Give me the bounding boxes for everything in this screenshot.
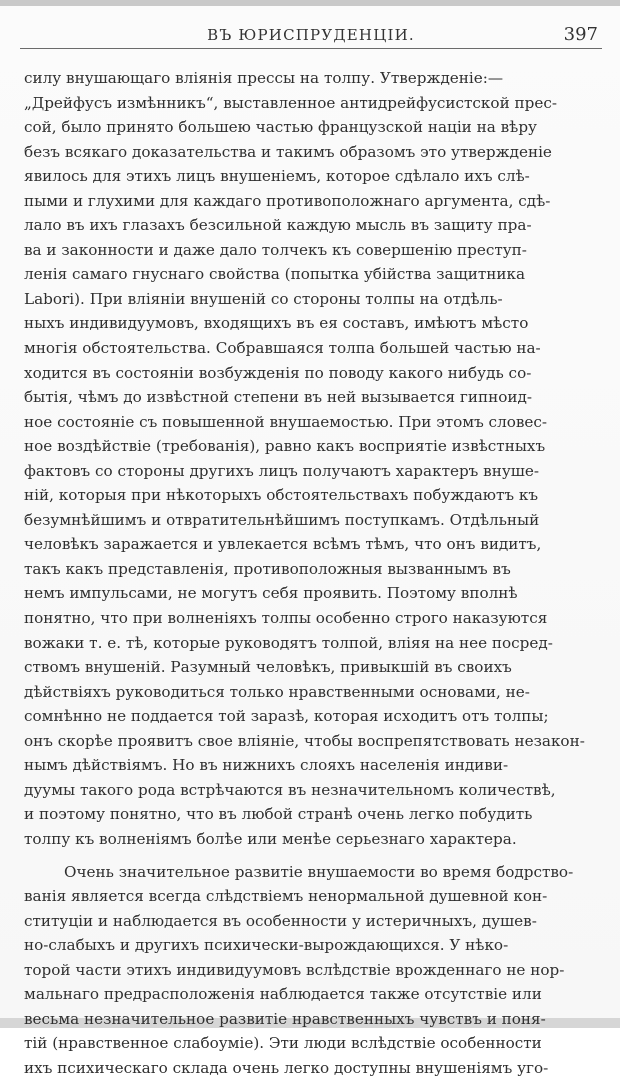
text-line: безумнѣйшимъ и отвратительнѣйшимъ поступкамъ. Отдѣльный (24, 508, 600, 533)
text-line: безъ всякаго доказательства и такимъ образомъ это утвержденіе (24, 140, 600, 165)
text-line: ленія самаго гнуснаго свойства (попытка убійства защитника (24, 262, 600, 287)
text-line: весьма незначительное развитіе нравственныхъ чувствъ и поня- (24, 1007, 600, 1032)
text-line: ванія является всегда слѣдствіемъ ненормальной душевной кон- (24, 884, 600, 909)
text-line: дуумы такого рода встрѣчаются въ незначительномъ количествѣ, (24, 778, 600, 803)
text-line: нымъ дѣйствіямъ. Но въ нижнихъ слояхъ населенія индиви- (24, 753, 600, 778)
text-line: ныхъ индивидуумовъ, входящихъ въ ея составъ, имѣютъ мѣсто (24, 311, 600, 336)
text-line: Очень значительное развитіе внушаемости во время бодрство- (24, 860, 600, 885)
text-line: такъ какъ представленія, противоположныя вызваннымъ въ (24, 557, 600, 582)
running-head: ВЪ ЮРИСПРУДЕНЦІИ. (20, 24, 602, 46)
text-line: торой части этихъ индивидуумовъ вслѣдствіе врожденнаго не нор- (24, 958, 600, 983)
text-line: ствомъ внушеній. Разумный человѣкъ, привыкшій въ своихъ (24, 655, 600, 680)
paragraph (24, 860, 600, 1080)
text-line: ходится въ состояніи возбужденія по поводу какого нибудь со- (24, 361, 600, 386)
text-line: силу внушающаго вліянія прессы на толпу. Утвержденіе:— (24, 66, 600, 91)
text-line: понятно, что при волненіяхъ толпы особенно строго наказуются (24, 606, 600, 631)
text-line: лало въ ихъ глазахъ безсильной каждую мысль въ защиту пра- (24, 213, 600, 238)
text-line: явилось для этихъ лицъ внушеніемъ, которое сдѣлало ихъ слѣ- (24, 164, 600, 189)
text-line: человѣкъ заражается и увлекается всѣмъ тѣмъ, что онъ видитъ, (24, 532, 600, 557)
text-line: тій (нравственное слабоуміе). Эти люди вслѣдствіе особенности (24, 1031, 600, 1056)
text-line: вожаки т. е. тѣ, которые руководятъ толпой, вліяя на нее посред- (24, 631, 600, 656)
text-line: и поэтому понятно, что въ любой странѣ очень легко побудить (24, 802, 600, 827)
text-line: дѣйствіяхъ руководиться только нравственными основами, не- (24, 680, 600, 705)
text-line: немъ импульсами, не могутъ себя проявить. Поэтому вполнѣ (24, 581, 600, 606)
text-line: многія обстоятельства. Собравшаяся толпа большей частью на- (24, 336, 600, 361)
text-line: сой, было принято большею частью французской націи на вѣру (24, 115, 600, 140)
paragraph (24, 66, 600, 852)
paragraph-gap (24, 852, 600, 860)
text-line: ное состояніе съ повышенной внушаемостью. При этомъ словес- (24, 410, 600, 435)
text-line: но-слабыхъ и другихъ психически-вырождающихся. У нѣко- (24, 933, 600, 958)
text-line: пыми и глухими для каждаго противоположнаго аргумента, сдѣ- (24, 189, 600, 214)
text-line: фактовъ со стороны другихъ лицъ получаютъ характеръ внуше- (24, 459, 600, 484)
text-line: сомнѣнно не поддается той заразѣ, которая исходитъ отъ толпы; (24, 704, 600, 729)
text-line: ихъ психическаго склада очень легко доступны внушеніямъ уго- (24, 1056, 600, 1080)
text-line: мальнаго предрасположенія наблюдается также отсутствіе или (24, 982, 600, 1007)
text-line: ное воздѣйствіе (требованія), равно какъ восприятіе извѣстныхъ (24, 434, 600, 459)
text-line: ва и законности и даже дало толчекъ къ совершенію преступ- (24, 238, 600, 263)
page-number: 397 (564, 24, 598, 46)
text-line: ституціи и наблюдается въ особенности у истеричныхъ, душев- (24, 909, 600, 934)
text-line: бытія, чѣмъ до извѣстной степени въ ней вызывается гипноид- (24, 385, 600, 410)
body-text (24, 66, 600, 1080)
text-line: „Дрейфусъ измѣнникъ“, выставленное антидрейфусистской прес- (24, 91, 600, 116)
page-header (20, 24, 602, 49)
text-line: онъ скорѣе проявитъ свое вліяніе, чтобы воспрепятствовать незакон- (24, 729, 600, 754)
text-line: Labori). При вліяніи внушеній со стороны толпы на отдѣль- (24, 287, 600, 312)
text-line: ній, которыя при нѣкоторыхъ обстоятельствахъ побуждаютъ къ (24, 483, 600, 508)
text-line: толпу къ волненіямъ болѣе или менѣе серьезнаго характера. (24, 827, 600, 852)
